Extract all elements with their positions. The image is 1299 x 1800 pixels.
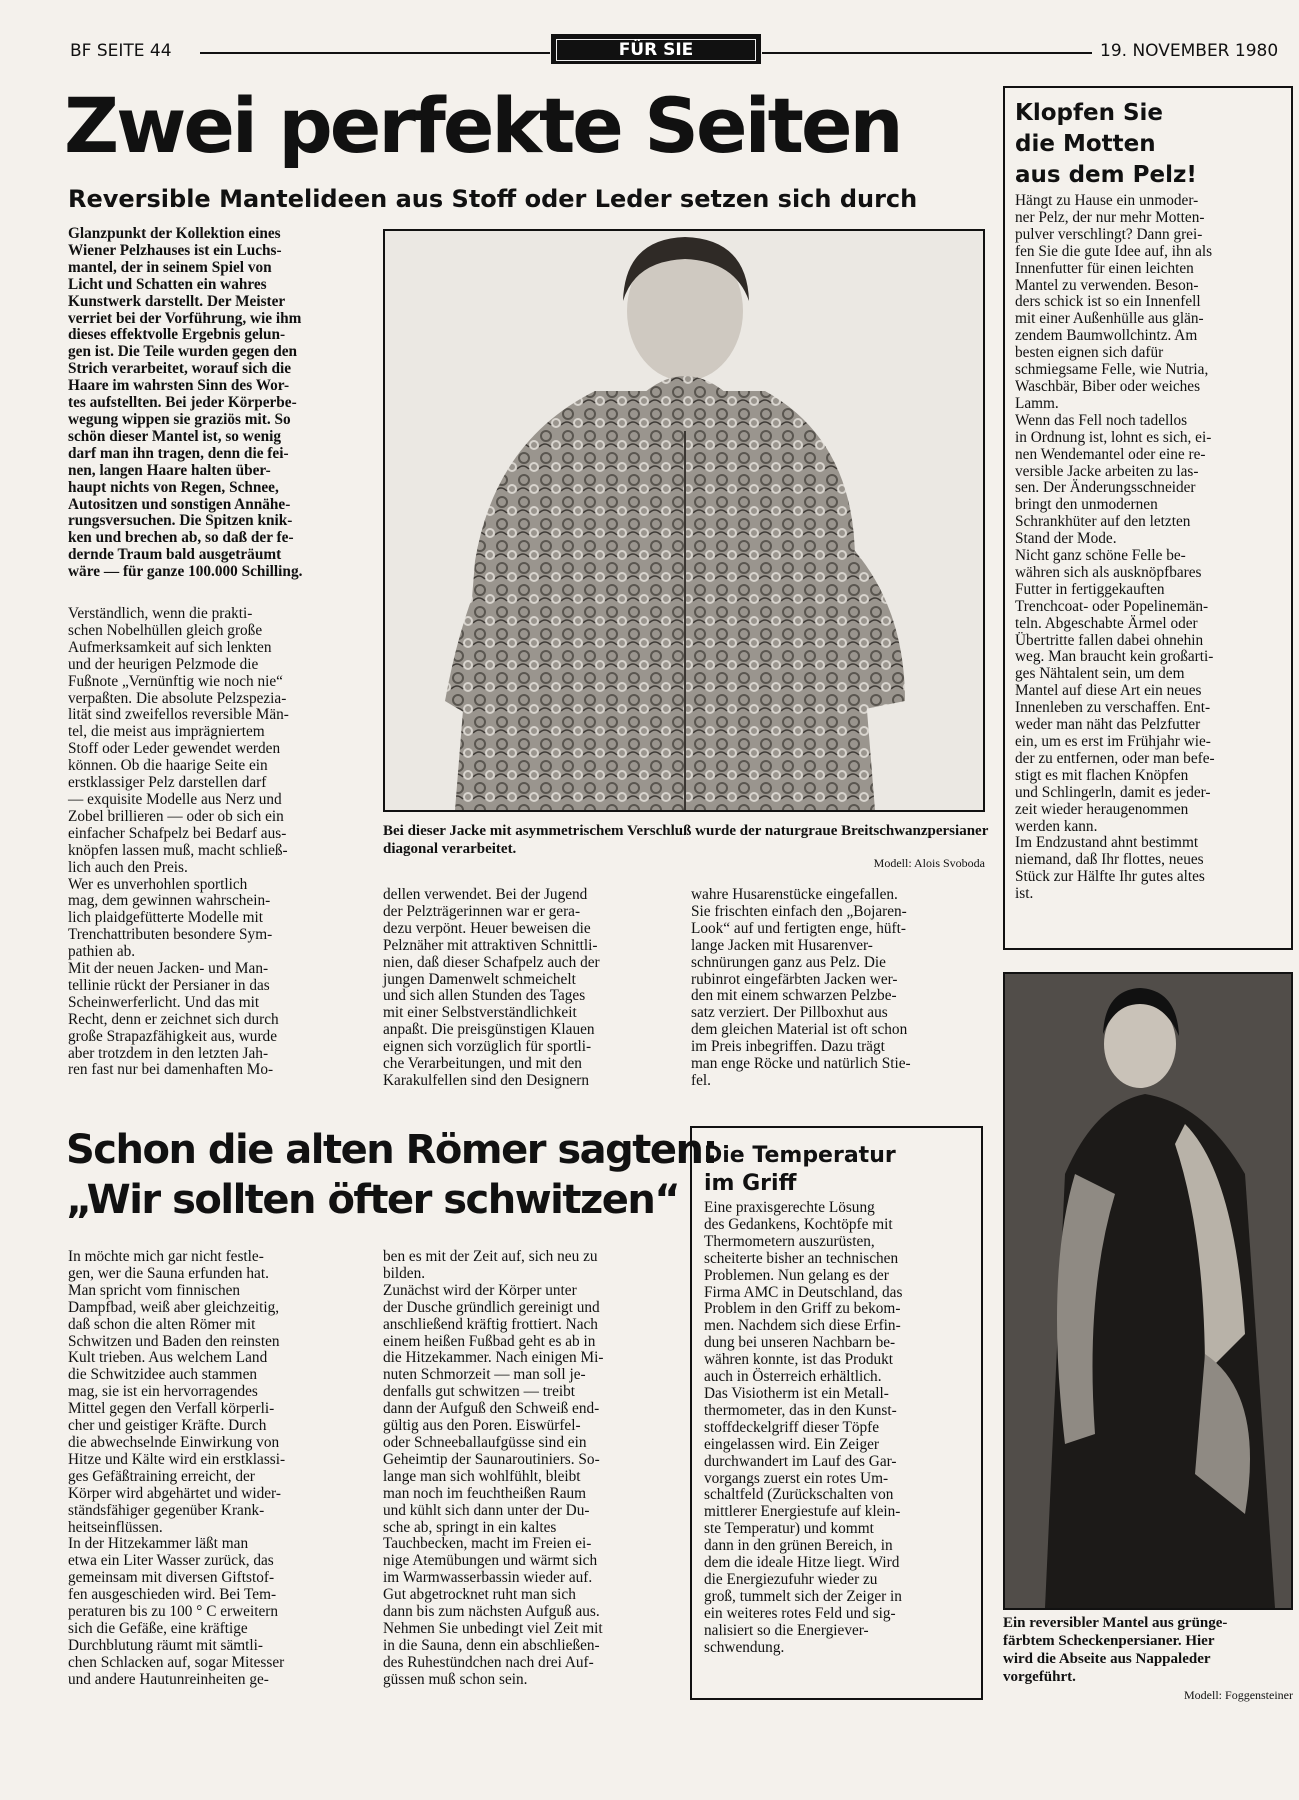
photo-reversible-coat-image <box>1005 974 1291 1608</box>
photo-fur-jacket <box>383 229 985 812</box>
section-label: FÜR SIE <box>556 39 756 61</box>
issue-date: 19. NOVEMBER 1980 <box>1100 41 1279 61</box>
header-rule-left <box>200 52 550 54</box>
temperatur-body: Eine praxisgerechte Lösung des Gedankens, Kochtöpfe mit Thermometern auszurüsten, scheiterte bisher an technischen Problemen. Nun gelang es der Firma AMC in Deutschland, das Problem in den Griff zu bekom- men. Nachdem sich diese Erfin- dung bei unseren Nachbarn be- währen konnte, ist das Produkt auch in Österreich erhältlich. Das Visiotherm ist ein Metall- thermometer, das in den Kunst- stoffdeckelgriff dieser Töpfe eingelassen wird. Ein Zeiger durchwandert im Lauf des Gar- vorgangs zuerst ein rotes Um- schaltfeld (Zurückschalten von mittlerer Energiestufe auf klein- ste Temperatur) und kommt dann in den grünen Bereich, in dem die ideale Hitze liegt. Wird die Energiezufuhr wieder zu groß, tummelt sich der Zeiger in ein weiteres rotes Feld und sig- nalisiert so die Energiever- schwendung. <box>704 1199 903 1656</box>
sauna-headline-line2: „Wir sollten öfter schwitzen“ <box>66 1177 680 1223</box>
sauna-headline-line1: Schon die alten Römer sagten: <box>66 1127 718 1173</box>
photo-reversible-coat-caption: Ein reversibler Mantel aus grünge- färbtem Scheckenpersianer. Hier wird die Abseite aus Nappaleder vorgeführt. <box>1003 1615 1228 1685</box>
photo-fur-jacket-caption: Bei dieser Jacke mit asymmetrischem Verschluß wurde der naturgraue Breitschwanzpersianer diagonal verarbeitet. <box>383 823 989 857</box>
photo-fur-jacket-image <box>385 231 983 810</box>
sauna-col1: In möchte mich gar nicht festle- gen, wer die Sauna erfunden hat. Man spricht vom finnischen Dampfbad, weiß aber gleichzeitig, daß schon die alten Römer mit Schwitzen und Baden den reinsten Kult trieben. Aus welchem Land die Schwitzidee auch stammen mag, sie ist ein hervorragendes Mittel gegen den Verfall körperli- cher und geistiger Kräfte. Durch die abwechselnde Einwirkung von Hitze und Kälte wird ein erstklassi- ges Gefäßtraining erreicht, der Körper wird abgehärtet und wider- ständsfähiger gegenüber Krank- heitseinflüssen. In der Hitzekammer läßt man etwa ein Liter Wasser zurück, das gemeinsam mit diversen Giftstof- fen ausgeschieden wird. Bei Tem- peraturen bis zu 100 ° C erweitern sich die Gefäße, eine kräftige Durchblutung räumt mit sämtli- chen Schlacken auf, sogar Mitesser und andere Hautunreinheiten ge- <box>68 1248 286 1688</box>
page-number: BF SEITE 44 <box>70 41 172 61</box>
sauna-col2: ben es mit der Zeit auf, sich neu zu bilden. Zunächst wird der Körper unter der Dusche gründlich gereinigt und anschließend kräftig frottiert. Nach einem heißen Fußbad geht es ab in die Hitzekammer. Nach einigen Mi- nuten Schmorzeit — man soll je- denfalls gut schwitzen — treibt dann der Aufguß den Schweiß end- gültig aus den Poren. Eiswürfel- oder Schneeballaufgüsse sind ein Geheimtip der Saunaroutiniers. So- lange man sich wohlfühlt, bleibt man noch im feuchtheißen Raum und kühlt sich dann unter der Du- sche ab, springt in ein kaltes Tauchbecken, macht im Freien ei- nige Atemübungen und wärmt sich im Warmwasserbassin wieder auf. Gut abgetrocknet ruht man sich dann bis zum nächsten Aufguß aus. Nehmen Sie unbedingt viel Zeit mit in die Sauna, denn ein abschließen- des Ruhestündchen nach drei Auf- güssen muß schon sein. <box>383 1248 604 1688</box>
sidebar-motten-title: Klopfen Sie die Motten aus dem Pelz! <box>1015 100 1197 188</box>
header-rule-right <box>762 52 1092 54</box>
temperatur-title: Die Temperatur im Griff <box>704 1143 896 1196</box>
section-label-box <box>551 34 761 64</box>
photo-fur-jacket-credit: Modell: Alois Svoboda <box>873 856 985 870</box>
photo-reversible-coat <box>1003 972 1293 1610</box>
article-col3: wahre Husarenstücke eingefallen. Sie frischten einfach den „Bojaren- Look“ auf und fertigten enge, hüft- lange Jacken mit Husarenver- schnürungen ganz aus Pelz. Die rubinrot eingefärbten Jacken wer- den mit einem schwarzen Pelzbe- satz verziert. Der Pillboxhut aus dem gleichen Material ist oft schon im Preis inbegriffen. Dazu trägt man enge Röcke und natürlich Stie- fel. <box>691 886 911 1089</box>
main-headline: Zwei perfekte Seiten <box>64 81 901 170</box>
article-col2: dellen verwendet. Bei der Jugend der Pelzträgerinnen war er gera- dezu verpönt. Heuer beweisen die Pelznäher mit attraktiven Schnittli- nien, daß dieser Schafpelz auch der jungen Damenwelt schmeichelt und sich allen Stunden des Tages mit einer Selbstverständlichkeit anpaßt. Die preisgünstigen Klauen eignen sich vorzüglich für sportli- che Verarbeitungen, und mit den Karakulfellen sind den Designern <box>383 886 600 1089</box>
sidebar-motten-body: Hängt zu Hause ein unmoder- ner Pelz, der nur mehr Motten- pulver verschlingt? Dann grei- fen Sie die gute Idee auf, ihn als Innenfutter für einen leichten Mantel zu verwenden. Beson- ders schick ist so ein Innenfell mit einer Außenhülle aus glän- zendem Baumwollchintz. Am besten eignen sich dafür schmiegsame Felle, wie Nutria, Waschbär, Biber oder weiches Lamm. Wenn das Fell noch tadellos in Ordnung ist, lohnt es sich, ei- nen Wendemantel oder eine re- versible Jacke arbeiten zu las- sen. Der Änderungsschneider bringt den unmodernen Schrankhüter auf den letzten Stand der Mode. Nicht ganz schöne Felle be- währen sich als ausknöpfbares Futter in fertiggekauften Trenchcoat- oder Popelinemän- teln. Abgeschabte Ärmel oder Übertritte fallen dabei ohnehin weg. Man braucht kein großarti- ges Nähtalent sein, um dem Mantel auf diese Art ein neues Innenleben zu verschaffen. Ent- weder man näht das Pelzfutter ein, um es erst im Frühjahr wie- der zu entfernen, oder man befe- stigt es mit flachen Knöpfen und Schlingerln, damit es jeder- zeit wieder heraugenommen werden kann. Im Endzustand ahnt bestimmt niemand, daß Ihr flottes, neues Stück zur Hälfte Ihr gutes altes ist. <box>1015 192 1215 903</box>
main-subhead: Reversible Mantelideen aus Stoff oder Leder setzen sich durch <box>68 185 918 213</box>
article-lead: Glanzpunkt der Kollektion eines Wiener Pelzhauses ist ein Luchs- mantel, der in seinem Spiel von Licht und Schatten ein wahres Kunstwerk darstellt. Der Meister verriet bei der Vorführung, wie ihm dieses effektvolle Ergebnis gelun- gen ist. Die Teile wurden gegen den Strich verarbeitet, worauf sich die Haare im wahrsten Sinn des Wor- tes aufstellten. Bei jeder Körperbe- wegung wippen sie graziös mit. So schön dieser Mantel ist, so wenig darf man ihn tragen, denn die fei- nen, langen Haare halten über- haupt nichts von Regen, Schnee, Autositzen und sonstigen Annähe- rungsversuchen. Die Spitzen knik- ken und brechen ab, so daß der fe- dernde Traum bald ausgeträumt wäre — für ganze 100.000 Schilling. <box>68 225 303 581</box>
photo-reversible-coat-credit: Modell: Foggensteiner <box>1184 1688 1293 1702</box>
article-col1: Verständlich, wenn die prakti- schen Nobelhüllen gleich große Aufmerksamkeit auf sich lenkten und der heurigen Pelzmode die Fußnote „Vernünftig wie noch nie“ verpaßten. Die absolute Pelzspezia- lität sind zweifellos reversible Män- tel, die meist aus imprägniertem Stoff oder Leder gewendet werden können. Ob die haarige Seite ein erstklassiger Pelz darstellen darf — exquisite Modelle aus Nerz und Zobel brillieren — oder ob sich ein einfacher Schafpelz bei Bedarf aus- knöpfen lassen muß, macht schließ- lich auch den Preis. Wer es unverhohlen sportlich mag, dem gewinnen wahrschein- lich plaidgefütterte Modelle mit Trenchattributen besondere Sym- pathien ab. Mit der neuen Jacken- und Man- tellinie rückt der Persianer in das Scheinwerferlicht. Und das mit Recht, denn er zeichnet sich durch große Strapazfähigkeit aus, wurde aber trotzdem in den letzten Jah- ren fast nur bei damenhaften Mo- <box>68 605 289 1079</box>
